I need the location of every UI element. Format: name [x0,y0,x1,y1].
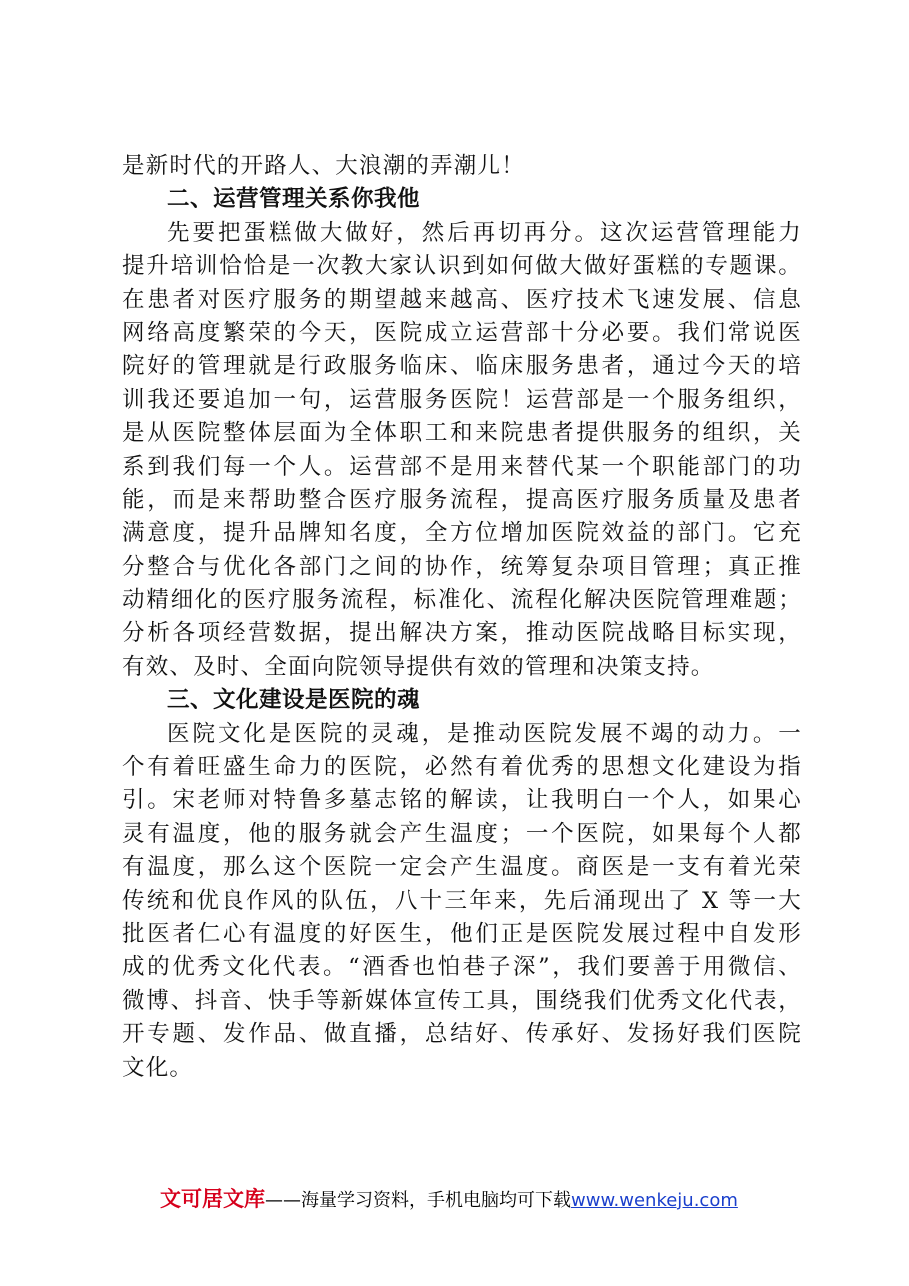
text-line: 能，而是来帮助整合医疗服务流程，提高医疗服务质量及患者 [122,486,802,513]
footer-text: ——海量学习资料，手机电脑均可下载 [265,1190,571,1211]
section-heading-2: 二、运营管理关系你我他 [167,186,421,213]
text-line: 是新时代的开路人、大浪潮的弄潮儿！ [122,153,525,179]
text-line: 是从医院整体层面为全体职工和来院患者提供服务的组织，关 [122,420,802,447]
text-line: 传统和优良作风的队伍，八十三年来，先后涌现出了 X 等一大 [122,887,802,914]
text-line: 院好的管理就是行政服务临床、临床服务患者，通过今天的培 [122,353,802,380]
text-line: 动精细化的医疗服务流程，标准化、流程化解决医院管理难题； [122,587,802,614]
text-line: 个有着旺盛生命力的医院，必然有着优秀的思想文化建设为指 [122,754,802,781]
text-line: 引。宋老师对特鲁多墓志铭的解读，让我明白一个人，如果心 [122,787,802,814]
text-line: 分析各项经营数据，提出解决方案，推动医院战略目标实现， [122,620,802,647]
text-line: 有温度，那么这个医院一定会产生温度。商医是一支有着光荣 [122,854,802,881]
text-line: 成的优秀文化代表。“酒香也怕巷子深”，我们要善于用微信、 [122,954,802,981]
text-line: 系到我们每一个人。运营部不是用来替代某一个职能部门的功 [122,453,802,480]
text-line: 灵有温度，他的服务就会产生温度；一个医院，如果每个人都 [122,820,802,847]
text-line: 提升培训恰恰是一次教大家认识到如何做大做好蛋糕的专题课。 [122,253,802,280]
text-line: 批医者仁心有温度的好医生，他们正是医院发展过程中自发形 [122,920,802,947]
text-line: 医院文化是医院的灵魂，是推动医院发展不竭的动力。一 [167,720,802,747]
text-line: 文化。 [122,1054,194,1081]
text-line: 满意度，提升品牌知名度，全方位增加医院效益的部门。它充 [122,520,802,547]
text-line: 网络高度繁荣的今天，医院成立运营部十分必要。我们常说医 [122,319,802,346]
text-line: 在患者对医疗服务的期望越来越高、医疗技术飞速发展、信息 [122,286,802,313]
footer-banner [160,1183,738,1213]
document-body [122,150,802,1085]
footer-link[interactable]: www.wenkeju.com [571,1190,738,1211]
text-line: 微博、抖音、快手等新媒体宣传工具，围绕我们优秀文化代表， [122,987,802,1014]
text-line: 分整合与优化各部门之间的协作，统筹复杂项目管理；真正推 [122,553,802,580]
section-heading-3: 三、文化建设是医院的魂 [167,687,421,714]
text-line: 有效、及时、全面向院领导提供有效的管理和决策支持。 [122,653,715,680]
text-line: 先要把蛋糕做大做好，然后再切再分。这次运营管理能力 [167,219,802,246]
footer-brand: 文可居文库 [160,1187,265,1211]
text-line: 开专题、发作品、做直播，总结好、传承好、发扬好我们医院 [122,1021,802,1048]
text-line: 训我还要追加一句，运营服务医院！运营部是一个服务组织， [122,386,802,413]
